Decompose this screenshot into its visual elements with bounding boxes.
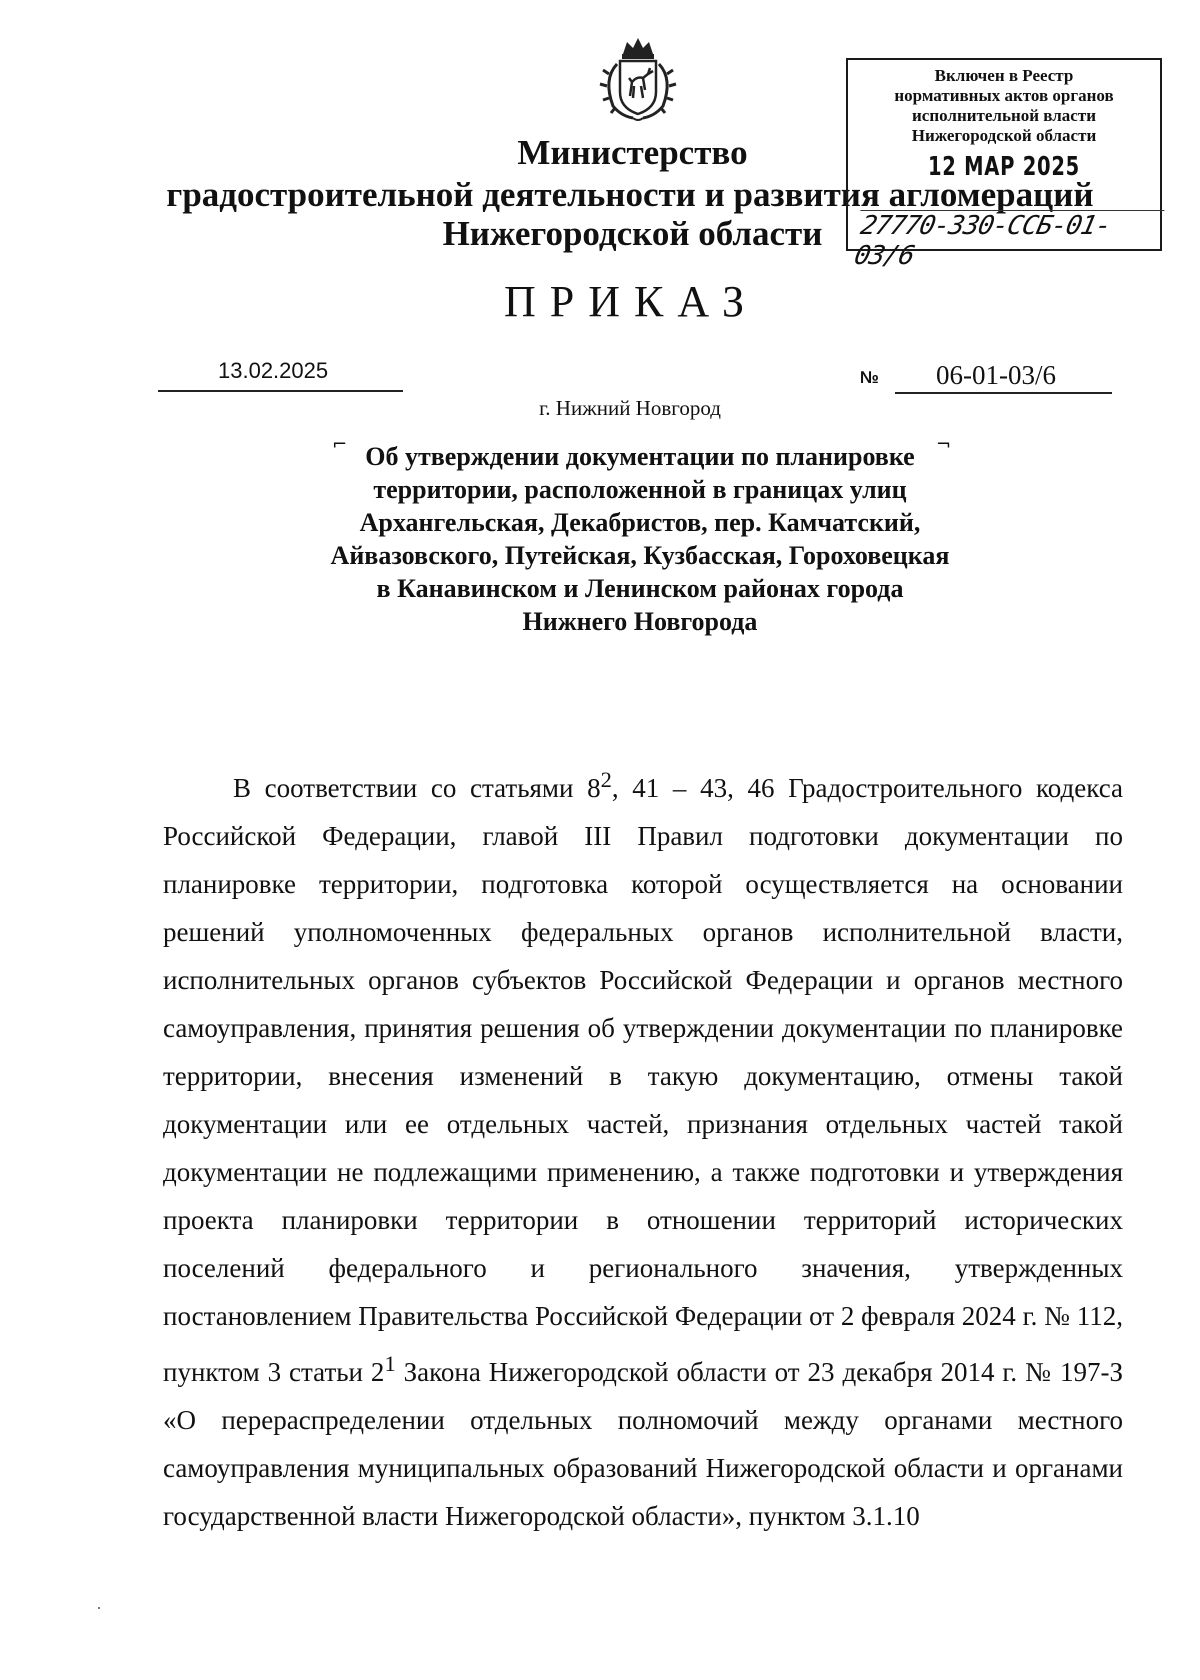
stamp-registration-number: 27770-330-ССБ-01-03/6 [848,210,1165,271]
stamp-line3: исполнительной власти [912,106,1096,125]
registry-stamp [846,58,1162,271]
ministry-name-line3: Нижегородской области [442,214,823,253]
number-underline [895,392,1112,394]
document-date: 13.02.2025 [218,358,329,383]
date-underline [158,390,403,392]
body-text-part3: Закона Нижегородской области от 23 декабря 2014 г. № 197-З «О перераспределении отдельных полномочий между органами местного самоуправления муниципальных образований Нижегородской области и органами государственной власти Нижегородской области», пунктом 3.1.10 [163,1357,1123,1531]
city-name: г. Нижний Новгород [539,396,721,420]
document-body [163,756,1123,1540]
stamp-date: 12 МАР 2025 [927,152,1081,182]
stamp-line2: нормативных актов органов [894,86,1114,105]
stamp-line1: Включен в Реестр [934,66,1074,85]
scan-dot [98,1607,100,1609]
heading-corner-left: ⌐ [332,434,348,455]
heading-corner-right: ¬ [936,434,952,455]
document-heading: Об утверждении документации по планировке территории, расположенной в границах улиц Архангельская, Декабристов, пер. Камчатский, Айвазовского, Путейская, Кузбасская, Гороховецкая в Канавинском и Ленинском районах города Нижнего Новгорода [330,442,950,636]
document-type-title: ПРИКАЗ [503,277,759,326]
body-text-part2: , 41 – 43, 46 Градостроительного кодекса Российской Федерации, главой III Правил подготовки документации по планировке территории, подготовка которой осуществляется на основании решений уполномоченных федеральных органов исполнительной власти, исполнительных органов субъектов Российской Федерации и органов местного самоуправления, принятия решения об утверждении документации по планировке территории, внесения изменений в такую документацию, отмены такой документации или ее отдельных частей, признания отдельных частей такой документации не подлежащими применению, а также подготовки и утверждения проекта планировки территории в отношении территорий исторических поселений федерального и регионального значения, утвержденных постановлением Правительства Российской Федерации от 2 февраля 2024 г. № 112, пунктом 3 статьи 2 [163,773,1123,1387]
ministry-name-line2: градостроительной деятельности и развития агломераций [166,175,1094,214]
ministry-name-line1: Министерство [517,133,748,172]
body-superscript-1: 2 [600,767,612,792]
body-superscript-2: 1 [384,1351,396,1376]
body-text-part1: В соответствии со статьями 8 [233,773,601,803]
coat-of-arms-emblem [593,34,683,124]
stamp-line4: Нижегородской области [911,126,1097,145]
number-sign: № [860,368,879,387]
body-paragraph [163,756,1123,1540]
document-number: 06-01-03/6 [936,360,1056,390]
